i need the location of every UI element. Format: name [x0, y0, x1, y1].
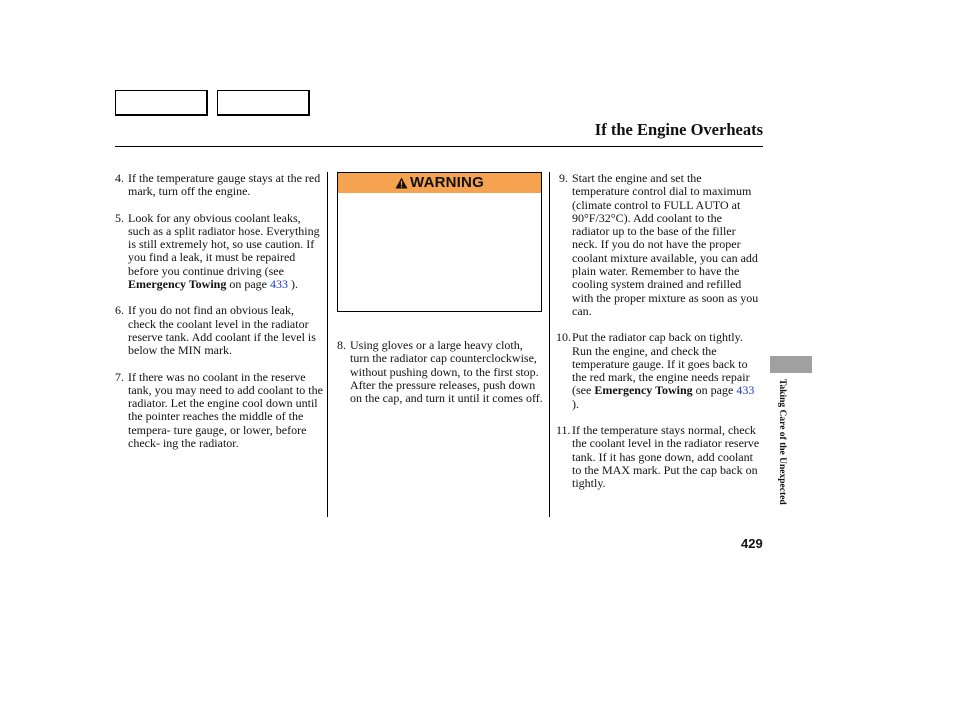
warning-triangle-icon — [395, 177, 408, 189]
nav-button-next[interactable] — [217, 90, 310, 116]
step-text-end: ). — [288, 277, 298, 292]
column-divider — [327, 172, 328, 517]
step-number: 7. — [115, 369, 124, 384]
step-number: 5. — [115, 210, 124, 225]
emergency-towing-ref: Emergency Towing — [594, 383, 693, 398]
emergency-towing-ref: Emergency Towing — [128, 277, 227, 292]
step-7 — [115, 371, 323, 451]
step-6 — [115, 304, 323, 357]
step-text-mid: on page — [226, 277, 270, 292]
step-8 — [337, 339, 543, 405]
nav-button-previous[interactable] — [115, 90, 208, 116]
column-right — [556, 172, 761, 504]
page-title: If the Engine Overheats — [594, 120, 763, 139]
step-text: If you do not find an obvious leak, check the coolant level in the radiator reserve tank. Add coolant if the level is below the MIN mark. — [128, 303, 316, 358]
step-9 — [556, 172, 761, 318]
warning-label: WARNING — [410, 174, 484, 192]
column-middle — [337, 172, 543, 418]
column-left — [115, 172, 323, 463]
step-5 — [115, 212, 323, 292]
step-number: 4. — [115, 171, 124, 185]
step-number: 9. — [559, 171, 568, 185]
title-rule — [115, 146, 763, 147]
step-4 — [115, 172, 323, 199]
step-11 — [556, 424, 761, 490]
step-text: Put the radiator cap back on tightly. Run the engine, and check the temperature gauge. If it goes back to the red mark, the engine needs repair (see — [572, 330, 750, 398]
step-text: Look for any obvious coolant leaks, such as a split radiator hose. Everything is still extremely hot, so use caution. If you find a leak, it must be repaired before you continue driving (see — [128, 210, 320, 278]
page-link-433[interactable]: 433 — [270, 277, 288, 292]
step-number: 10. — [556, 330, 571, 345]
step-text: If the temperature gauge stays at the red mark, turn off the engine. — [128, 171, 321, 199]
warning-header — [338, 173, 541, 193]
step-10 — [556, 331, 761, 411]
step-number: 8. — [337, 338, 346, 352]
step-text: If the temperature stays normal, check the coolant level in the radiator reserve tank. If it has gone down, add coolant to the MAX mark. Put the cap back on tightly. — [572, 423, 760, 491]
step-text: If there was no coolant in the reserve tank, you may need to add coolant to the radiator. Let the engine cool down until the pointer reaches the middle of the tempera- ture gauge, or lower, before check- ing the radiator. — [128, 369, 323, 451]
column-divider — [549, 172, 550, 517]
page-link-433[interactable]: 433 — [736, 383, 755, 398]
section-label: Taking Care of the Unexpected — [777, 379, 787, 505]
step-text-end: ). — [572, 396, 579, 411]
page-number: 429 — [741, 536, 763, 551]
section-tab[interactable] — [770, 356, 812, 373]
step-number: 11. — [556, 423, 571, 438]
step-number: 6. — [115, 303, 124, 318]
step-text: Using gloves or a large heavy cloth, turn the radiator cap counterclockwise, without pushing down, to the first stop. After the pressure releases, push down on the cap, and turn it until it comes off. — [350, 338, 543, 406]
step-text-mid: on page — [692, 383, 737, 398]
step-text: Start the engine and set the temperature control dial to maximum (climate control to FULL AUTO at 90°F/32°C). Add coolant to the radiator up to the base of the filler neck. If you do not have the proper coolant mixture available, you can add plain water. Remember to have the cooling system drained and refilled with the proper mixture as soon as you can. — [572, 171, 759, 318]
warning-box — [337, 172, 542, 312]
